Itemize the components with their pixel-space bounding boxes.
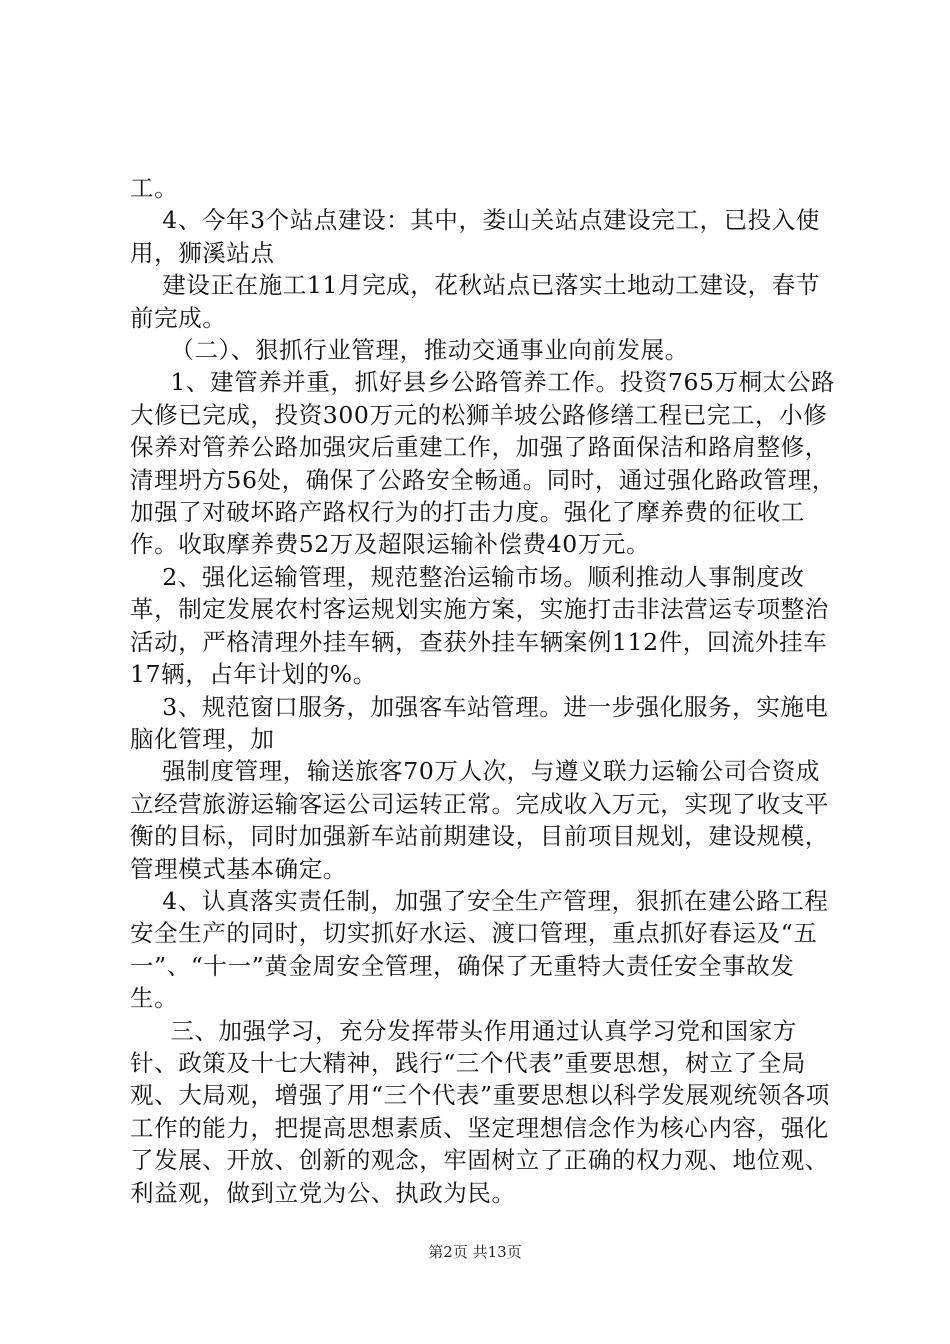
paragraph: 2、强化运输管理，规范整治运输市场。顺利推动人事制度改革，制定发展农村客运规划实施方案，实施打击非法营运专项整治活动，严格清理外挂车辆，查获外挂车辆案例112件，回流外挂车17辆，占年计划的%。 <box>130 562 829 689</box>
document-body <box>130 172 840 1209</box>
page-footer <box>0 1242 950 1262</box>
page-number: 第2页 共13页 <box>428 1243 522 1261</box>
paragraph: 建设正在施工11月完成，花秋站点已落实土地动工建设，春节前完成。 <box>130 271 820 332</box>
paragraph: 4、认真落实责任制，加强了安全生产管理，狠抓在建公路工程安全生产的同时，切实抓好水运、渡口管理，重点抓好春运及“五一”、“十一”黄金周安全管理，确保了无重特大责任安全事故发生。 <box>130 886 829 1013</box>
paragraph: 3、规范窗口服务，加强客车站管理。进一步强化服务，实施电脑化管理，加 <box>130 692 829 753</box>
paragraph: 工。 <box>130 174 179 202</box>
paragraph: 1、建管养并重，抓好县乡公路管养工作。投资765万桐太公路大修已完成，投资300万元的松狮羊坡公路修缮工程已完工，小修保养对管养公路加强灾后重建工作，加强了路面保洁和路肩整修，清理坍方56处，确保了公路安全畅通。同时，通过强化路政管理，加强了对破坏路产路权行为的打击力度。强化了摩养费的征收工作。收取摩养费52万及超限运输补偿费40万元。 <box>130 368 836 559</box>
paragraph: （二）、狠抓行业管理，推动交通事业向前发展。 <box>130 336 689 365</box>
paragraph: 三、加强学习，充分发挥带头作用通过认真学习党和国家方针、政策及十七大精神，践行“三个代表”重要思想，树立了全局观、大局观，增强了用“三个代表”重要思想以科学发展观统领各项工作的能力，把提高思想素质、坚定理想信念作为核心内容，强化了发展、开放、创新的观念，牢固树立了正确的权力观、地位观、利益观，做到立党为公、执政为民。 <box>130 1016 831 1207</box>
paragraph: 4、今年3个站点建设：其中，娄山关站点建设完工，已投入使用，狮溪站点 <box>130 206 820 267</box>
paragraph: 强制度管理，输送旅客70万人次，与遵义联力运输公司合资成立经营旅游运输客运公司运转正常。完成收入万元，实现了收支平衡的目标，同时加强新车站前期建设，目前项目规划，建设规模，管理模式基本确定。 <box>130 757 829 883</box>
